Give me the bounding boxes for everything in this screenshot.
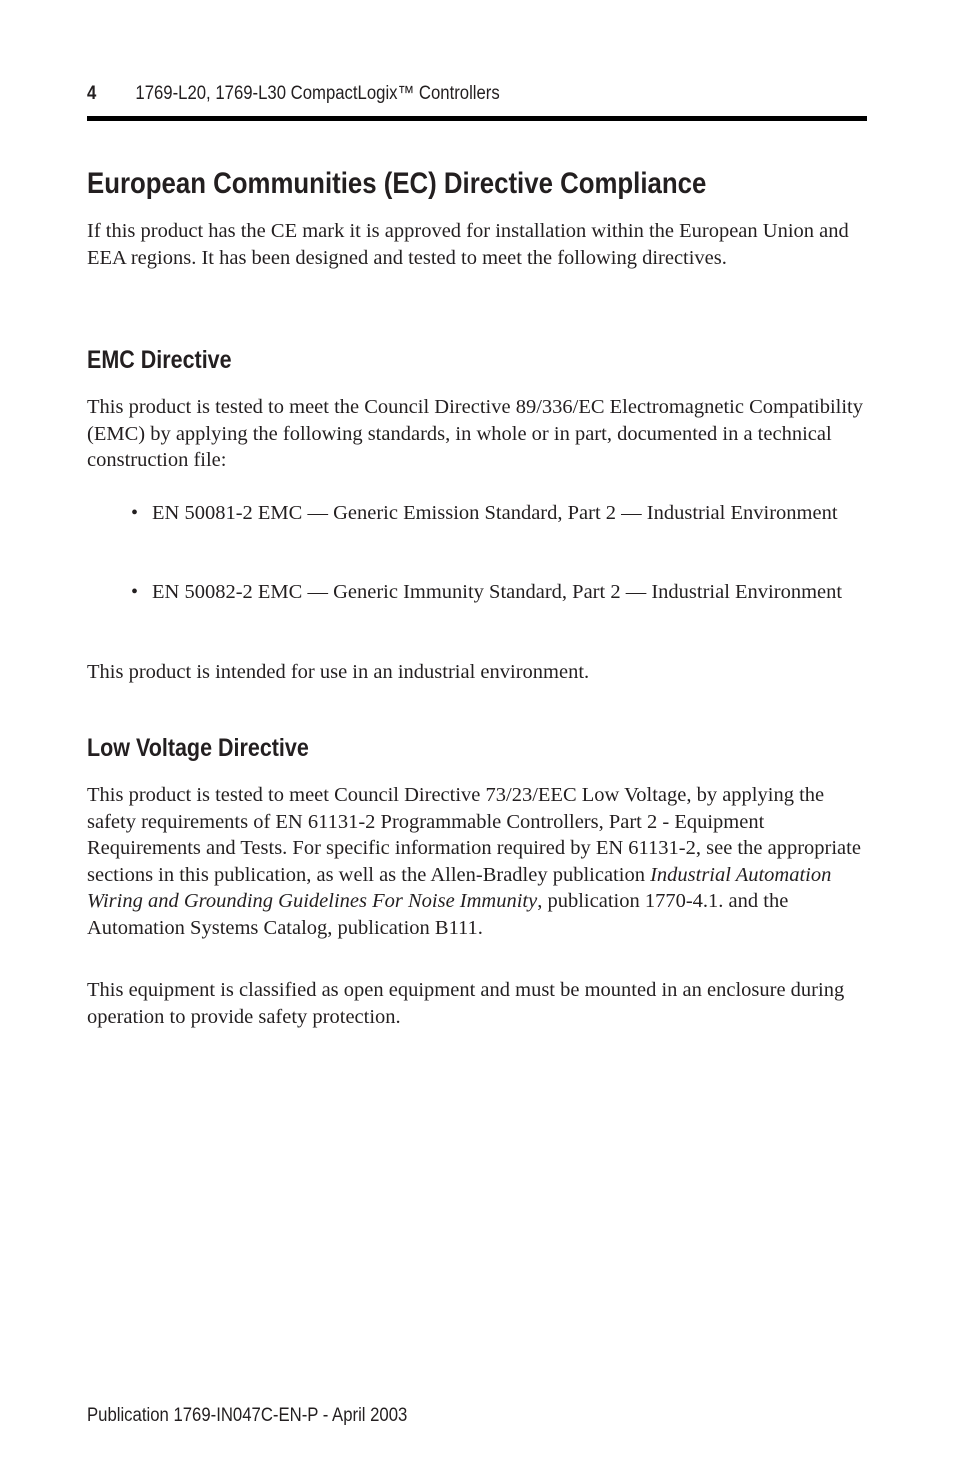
section-intro: If this product has the CE mark it is approved for installation within the European Union and EEA regions. It has been designed and tested to meet the following directives.	[87, 220, 849, 269]
emc-directive-heading: EMC Directive	[87, 346, 232, 374]
page-header	[87, 80, 773, 110]
header-rule	[87, 116, 867, 121]
publication-title: Industrial Automation Wiring and Grounding Guidelines For Noise Immunity	[87, 863, 832, 912]
emc-closing: This product is intended for use in an industrial environment.	[87, 661, 590, 683]
bullet-item	[127, 579, 847, 606]
bullet-icon: •	[131, 502, 139, 524]
section-title: European Communities (EC) Directive Compliance	[87, 167, 707, 200]
low-voltage-text-b: , publication 1770-4.1. and the Automation Systems Catalog, publication B111.	[87, 890, 789, 939]
running-title: 1769-L20, 1769-L30 CompactLogix™ Controllers	[135, 83, 500, 104]
emc-intro: This product is tested to meet the Council Directive 89/336/EC Electromagnetic Compatibility (EMC) by applying the following standards, in whole or in part, documented in a technical construction file:	[87, 396, 863, 471]
page-footer: Publication 1769-IN047C-EN-P - April 2003	[87, 1405, 408, 1426]
low-voltage-text-a: This product is tested to meet Council Directive 73/23/EEC Low Voltage, by applying the safety requirements of EN 61131-2 Programmable Controllers, Part 2 - Equipment Requirements and Tests. For specific information required by EN 61131-2, see the appropriate sections in this publication, as well as the Allen-Bradley publication	[87, 784, 861, 886]
low-voltage-paragraph	[87, 782, 877, 941]
bullet-icon: •	[131, 581, 139, 603]
bullet-text: EN 50081-2 EMC — Generic Emission Standard, Part 2 — Industrial Environment	[152, 502, 838, 524]
bullet-item	[127, 500, 847, 527]
open-equipment-paragraph: This equipment is classified as open equipment and must be mounted in an enclosure during operation to provide safety protection.	[87, 979, 845, 1028]
low-voltage-directive-heading: Low Voltage Directive	[87, 734, 309, 762]
bullet-text: EN 50082-2 EMC — Generic Immunity Standard, Part 2 — Industrial Environment	[152, 581, 843, 603]
page-number: 4	[87, 83, 97, 104]
